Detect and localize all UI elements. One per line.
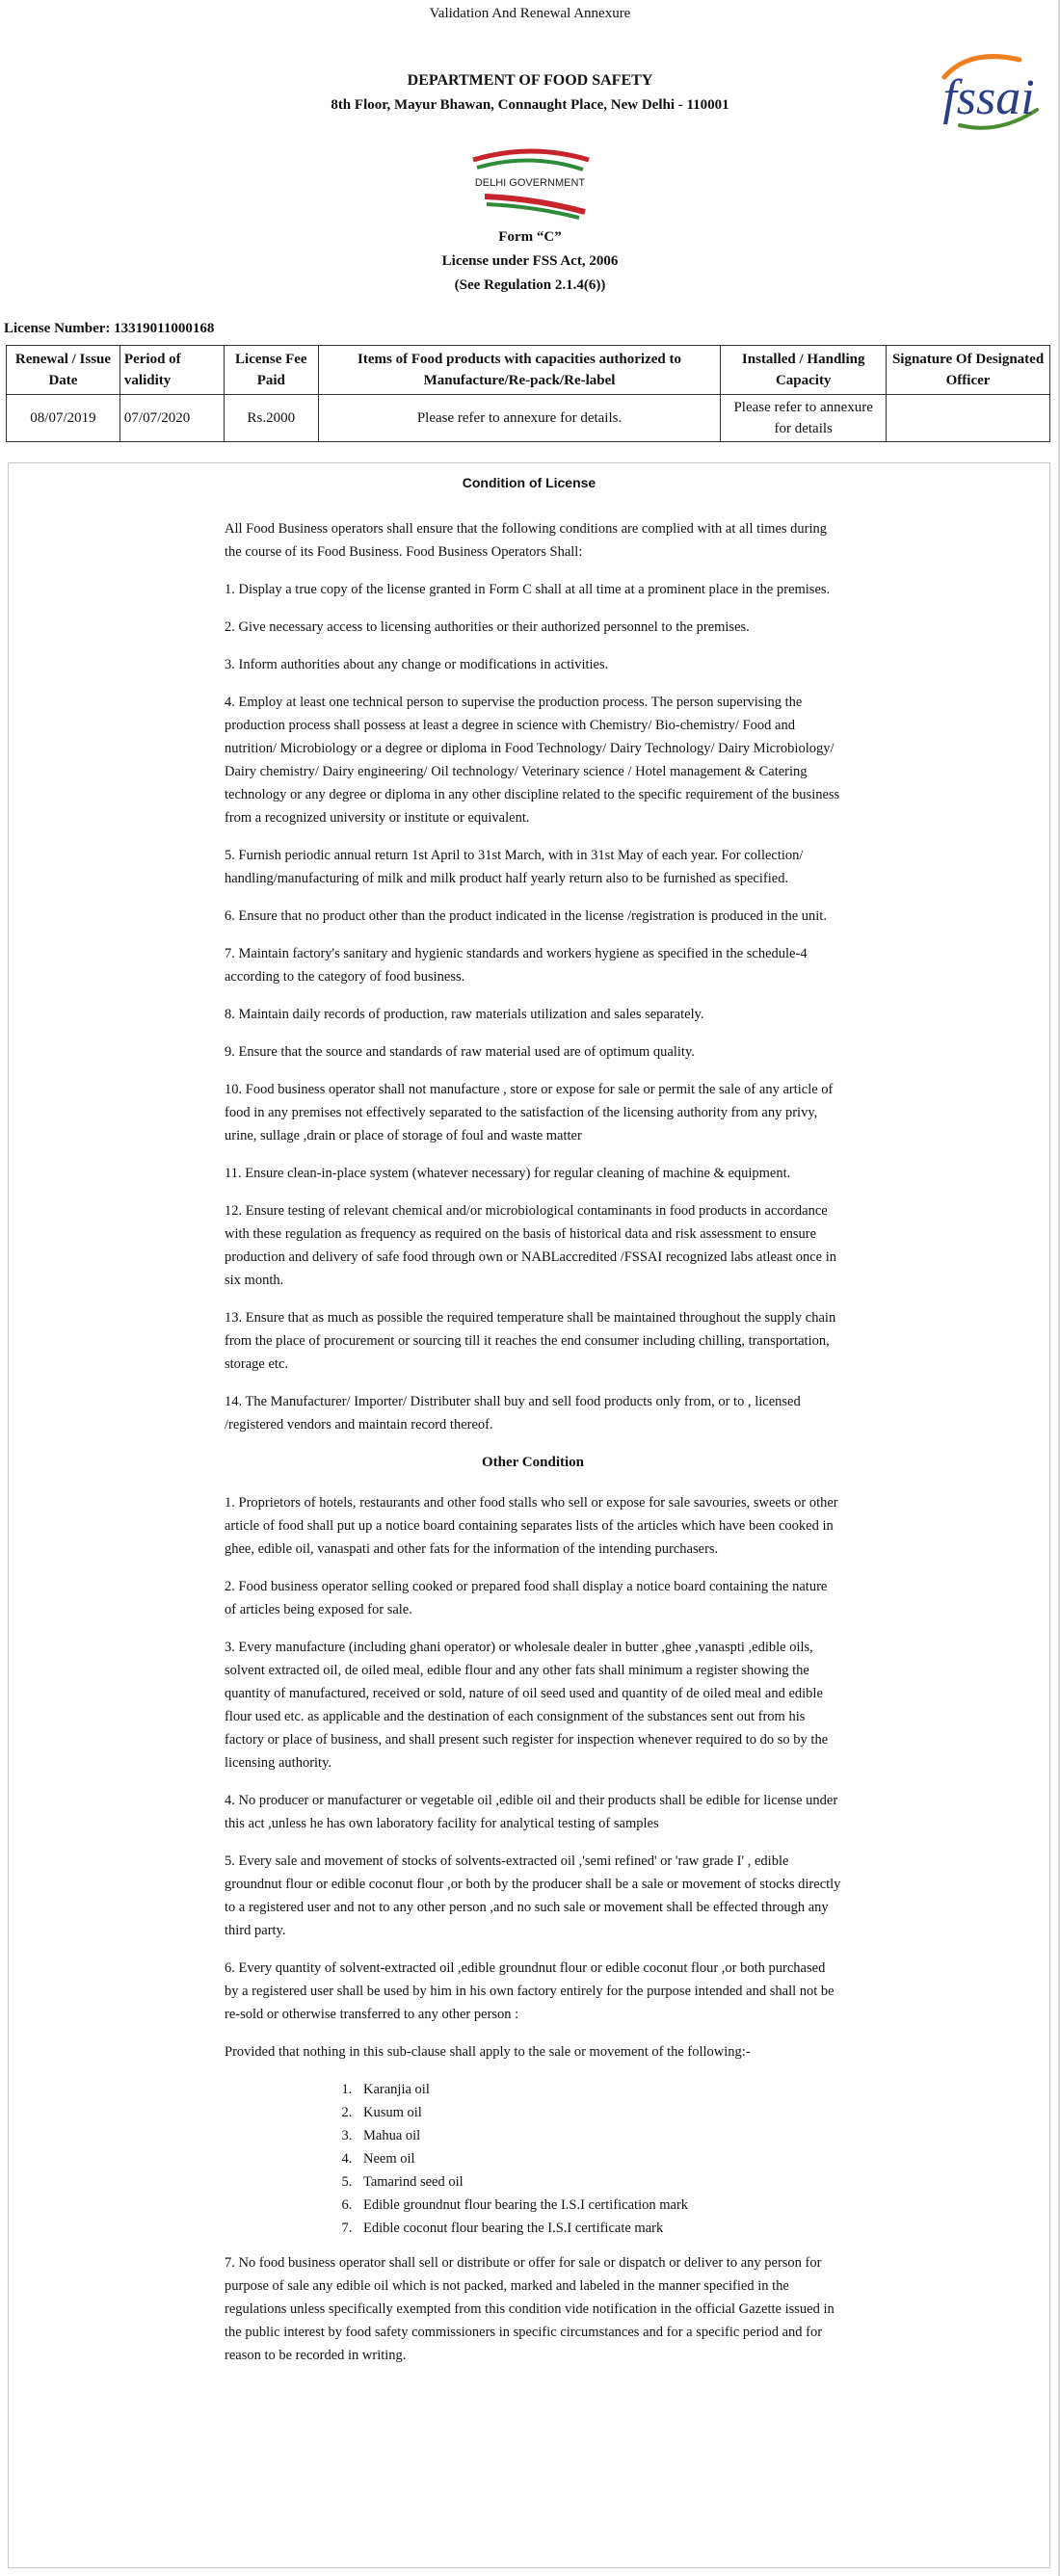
list-item: 7. Edible coconut flour bearing the I.S.I certificate mark — [356, 2217, 841, 2240]
cell-signature — [887, 395, 1050, 442]
list-item: 4. Neem oil — [356, 2147, 841, 2170]
other-condition-item: 1. Proprietors of hotels, restaurants and other food stalls who sell or expose for sale savouries, sweets or other article of food shall put up a notice board containing separates lists of the articles which have been cooked in ghee, edible oil, vanaspati and other fats for the information of the intending purchasers. — [225, 1495, 838, 1557]
table-row — [7, 395, 1050, 442]
conditions-intro: All Food Business operators shall ensure that the following conditions are complied with at all times during the course of its Food Business. Food Business Operators Shall: — [225, 521, 828, 560]
header-signature: Signature Of Designated Officer — [887, 346, 1050, 395]
conditions-panel — [8, 462, 1050, 2568]
cell-renewal-date: 08/07/2019 — [7, 395, 120, 442]
regulation-reference: (See Regulation 2.1.4(6)) — [454, 277, 606, 293]
other-condition-item: 6. Every quantity of solvent-extracted oil ,edible groundnut flour or edible coconut flour ,or both purchased by a registered user shall be used by him in his own factory entirely for the purpose intended and shall not be re-sold or otherwise transferred to any other person : — [225, 1960, 835, 2022]
cell-license-fee: Rs.2000 — [224, 395, 318, 442]
fssai-logo-text: fssai — [942, 70, 1035, 125]
license-act: License under FSS Act, 2006 — [441, 253, 619, 269]
license-table — [6, 345, 1050, 442]
other-condition-item: 3. Every manufacture (including ghani operator) or wholesale dealer in butter ,ghee ,vanaspti ,edible oils, solvent extracted oil, de oiled meal, edible flour and any other fats shall minimum a register showing the quantity of manufactured, received or sold, nature of oil seed used and quantity of de oiled meal and edible flour used etc. as applicable and the destination of each consignment of the substances sent out from his factory or place of business, and shall present such register for inspection whenever required to do so by the licensing authority. — [225, 1640, 829, 1771]
cell-period-validity: 07/07/2020 — [119, 395, 224, 442]
condition-item: 11. Ensure clean-in-place system (whatever necessary) for regular cleaning of machine & equipment. — [225, 1166, 791, 1181]
form-title: Form “C” — [498, 229, 562, 245]
cell-food-items: Please refer to annexure for details. — [318, 395, 721, 442]
condition-item: 13. Ensure that as much as possible the required temperature shall be maintained throughout the supply chain from the place of procurement or sourcing till it reaches the end consumer including chilling, transportation, storage etc. — [225, 1310, 836, 1372]
list-item: 6. Edible groundnut flour bearing the I.S.I certification mark — [356, 2194, 841, 2217]
condition-item: 14. The Manufacturer/ Importer/ Distributer shall buy and sell food products only from, or to , licensed /registered vendors and maintain record thereof. — [225, 1394, 801, 1433]
proviso-text: Provided that nothing in this sub-clause shall apply to the sale or movement of the following:- — [225, 2044, 751, 2060]
department-name: DEPARTMENT OF FOOD SAFETY — [407, 72, 653, 89]
other-condition-item: 4. No producer or manufacturer or vegetable oil ,edible oil and their products shall be edible for license under this act ,unless he has own laboratory facility for analytical testing of samples — [225, 1793, 838, 1831]
condition-item: 5. Furnish periodic annual return 1st April to 31st March, with in 31st May of each year. For collection/ handling/manufacturing of milk and milk product half yearly return also to be furnished as specified. — [225, 848, 804, 886]
condition-item: 1. Display a true copy of the license granted in Form C shall at all time at a prominent place in the premises. — [225, 582, 831, 597]
list-item: 5. Tamarind seed oil — [356, 2170, 841, 2194]
header-period-validity: Period of validity — [119, 346, 224, 395]
other-condition-item: 2. Food business operator selling cooked or prepared food shall display a notice board containing the nature of articles being exposed for sale. — [225, 1579, 828, 1617]
delhi-government-logo — [458, 143, 602, 220]
department-address: 8th Floor, Mayur Bhawan, Connaught Place, New Delhi - 110001 — [331, 97, 729, 113]
annexure-title: Validation And Renewal Annexure — [429, 6, 631, 21]
condition-item: 9. Ensure that the source and standards of raw material used are of optimum quality. — [225, 1044, 695, 1060]
license-number-value: 13319011000168 — [114, 321, 215, 336]
condition-item: 2. Give necessary access to licensing authorities or their authorized personnel to the premises. — [225, 619, 750, 635]
conditions-heading: Condition of License — [462, 475, 596, 490]
delhi-logo-text: DELHI GOVERNMENT — [474, 177, 586, 189]
condition-item: 8. Maintain daily records of production, raw materials utilization and sales separately. — [225, 1007, 704, 1022]
exempted-oils-list — [225, 2078, 841, 2240]
license-table-header — [7, 346, 1050, 395]
header-license-fee: License Fee Paid — [224, 346, 318, 395]
other-condition-item: 5. Every sale and movement of stocks of solvents-extracted oil ,'semi refined' or 'raw grade I' , edible groundnut flour or edible coconut flour ,or both by the producer shall be a sale or movement of stocks directly to a registered user and not to any other person ,and no such sale or movement shall be effected through any third party. — [225, 1853, 841, 1938]
list-item: 1. Karanjia oil — [356, 2078, 841, 2101]
fssai-logo — [931, 39, 1047, 135]
other-condition-item: 7. No food business operator shall sell or distribute or offer for sale or dispatch or deliver to any person for purpose of sale any edible oil which is not packed, marked and labeled in the manner specified in the regulations unless specifically exempted from this condition vide notification in the official Gazette issued in the public interest by food safety commissioners in specific circumstances and for a specific period and for reason to be recorded in writing. — [225, 2255, 835, 2363]
list-item: 2. Kusum oil — [356, 2101, 841, 2124]
conditions-body — [225, 517, 841, 2367]
condition-item: 4. Employ at least one technical person to supervise the production process. The person supervising the production process shall possess at least a degree in science with Chemistry/ Bio-chemistry/ Food and nutrition/ Microbiology or a degree or diploma in Food Technology/ Dairy Technology/ Dairy Microbiology/ Dairy chemistry/ Dairy engineering/ Oil technology/ Veterinary science / Hotel management & Catering technology or any degree or diploma in any other discipline related to the specific requirement of the business from a recognized university or institute or equivalent. — [225, 695, 840, 826]
header-food-items: Items of Food products with capacities authorized to Manufacture/Re-pack/Re-label — [318, 346, 721, 395]
license-number-line — [4, 321, 1060, 337]
condition-item: 10. Food business operator shall not manufacture , store or expose for sale or permit the sale of any article of food in any premises not effectively separated to the satisfaction of the licensing authority from any privy, urine, sullage ,drain or place of storage of foul and waste matter — [225, 1082, 834, 1143]
condition-item: 12. Ensure testing of relevant chemical and/or microbiological contaminants in food products in accordance with these regulation as frequency as required on the basis of historical data and risk assessment to ensure production and delivery of safe food through own or NABLaccredited /FSSAI recognized labs atleast once in six month. — [225, 1203, 836, 1288]
condition-item: 7. Maintain factory's sanitary and hygienic standards and workers hygiene as specified in the schedule-4 according to the category of food business. — [225, 946, 808, 985]
cell-capacity: Please refer to annexure for details — [721, 395, 887, 442]
list-item: 3. Mahua oil — [356, 2124, 841, 2147]
header-renewal-date: Renewal / Issue Date — [7, 346, 120, 395]
condition-item: 6. Ensure that no product other than the product indicated in the license /registration is produced in the unit. — [225, 908, 827, 924]
license-number-label: License Number: — [4, 321, 115, 336]
header-capacity: Installed / Handling Capacity — [721, 346, 887, 395]
other-conditions-heading: Other Condition — [482, 1455, 584, 1470]
condition-item: 3. Inform authorities about any change or modifications in activities. — [225, 657, 609, 672]
